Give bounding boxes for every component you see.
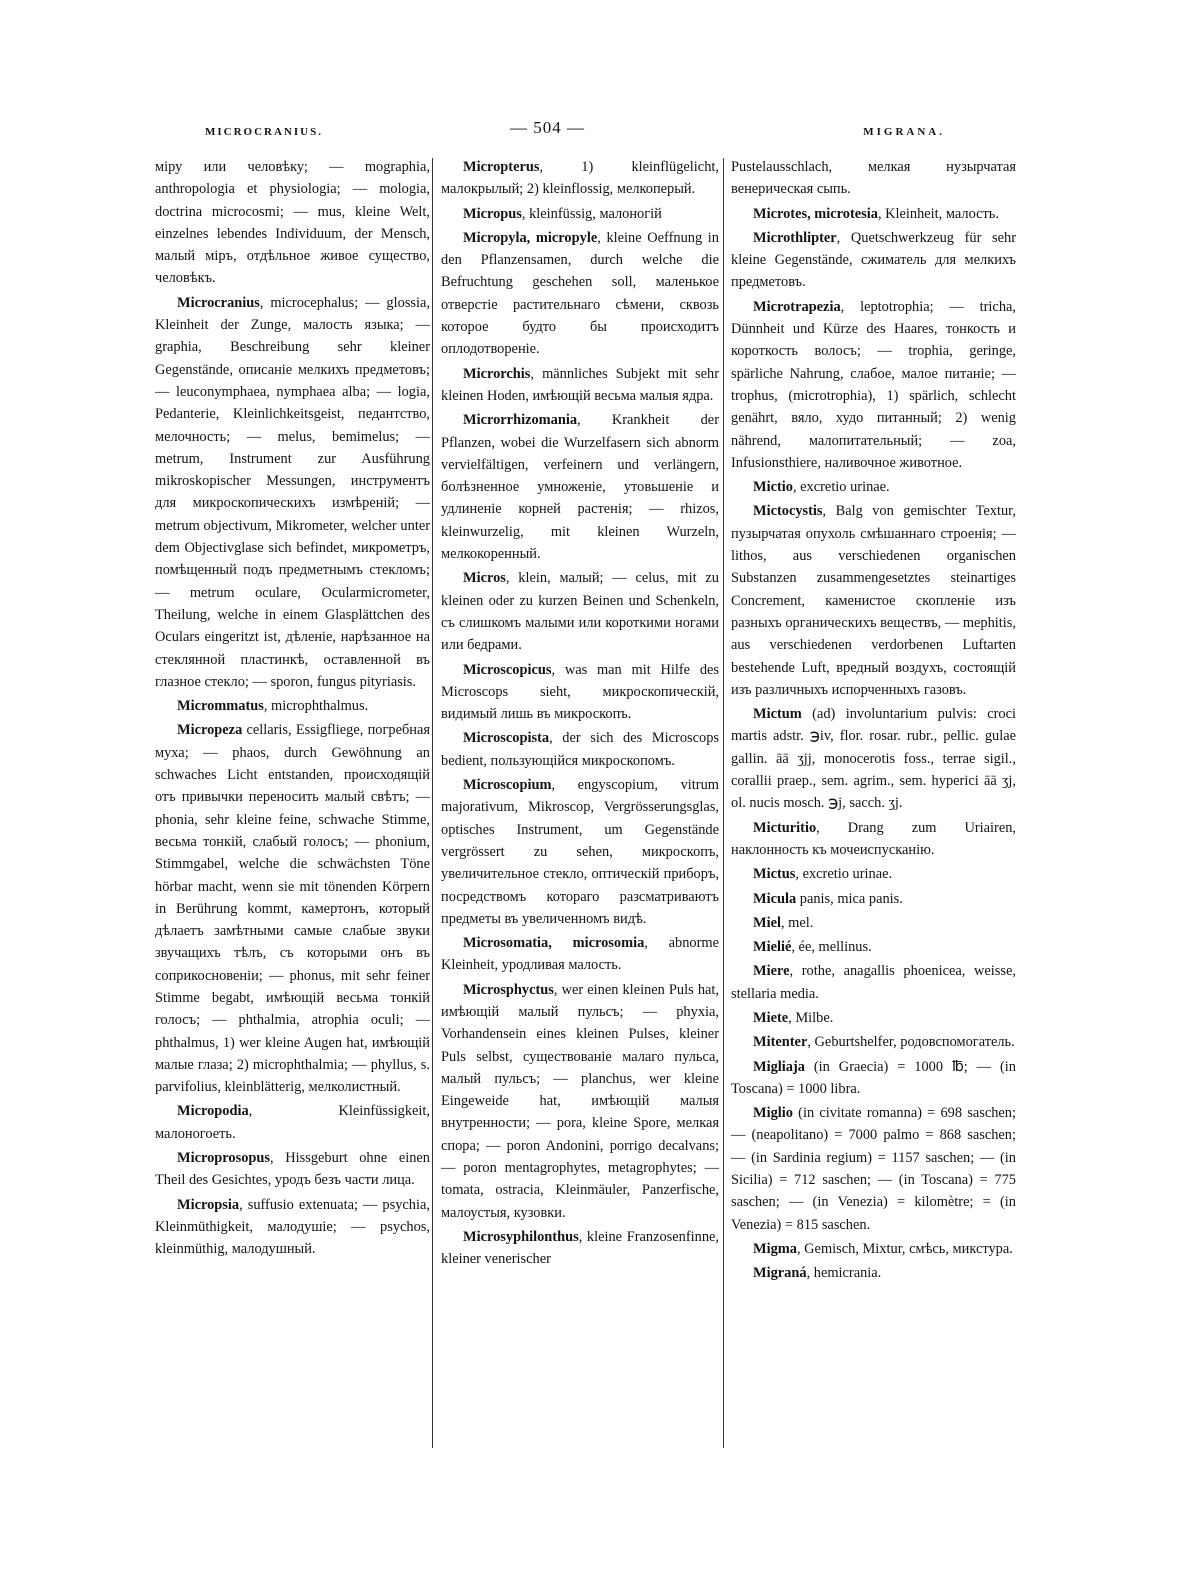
entry-headword: Mictio <box>753 479 793 496</box>
entry-text: міру или человѣку; — mographia, anthropologia et physiologia; — mologia, doctrina microcosmi; — mus, kleine Welt, einzelnes lebendes Individuum, der Mensch, малый міръ, отдѣльное живое существо, человѣкъ. <box>155 159 430 287</box>
dictionary-entry <box>731 1007 1016 1029</box>
entry-headword: Miete <box>753 1009 789 1026</box>
entry-text: , hemicrania. <box>806 1265 882 1282</box>
entry-text: , Hissgeburt ohne einen Theil des Gesichtes, уродъ безъ части лица. <box>155 1150 430 1189</box>
dictionary-entry <box>441 727 719 772</box>
entry-text: , Gemisch, Mixtur, смѣсь, микстура. <box>796 1240 1013 1257</box>
entry-headword: Microprosopus <box>177 1150 271 1167</box>
dictionary-entry <box>441 567 719 656</box>
dictionary-entry <box>155 156 430 290</box>
entry-text: , microphthalmus. <box>263 698 369 715</box>
page-header <box>205 118 945 148</box>
dictionary-entry <box>731 203 1016 225</box>
entry-headword: Micropyla, micropyle <box>463 229 598 246</box>
dictionary-entry <box>731 863 1016 885</box>
dictionary-entry <box>155 292 430 693</box>
entry-headword: Mielié <box>753 939 792 956</box>
entry-headword: Mictocystis <box>753 503 823 520</box>
dictionary-entry <box>441 659 719 726</box>
entry-text: , kleine Oeffnung in den Pflanzensamen, durch welche die Befruchtung geschehen soll, маленькое отверстіе растительнаго сѣмени, сквозь которое будто бы происходитъ оплодотвореніе. <box>441 229 719 358</box>
entry-headword: Migma <box>753 1240 797 1257</box>
entry-headword: Micropus <box>463 205 522 222</box>
entry-text: , Kleinfüssigkeit, малоногоеть. <box>155 1103 430 1142</box>
dictionary-entry <box>441 156 719 201</box>
entry-text: , abnorme Kleinheit, уродливая малость. <box>441 935 719 974</box>
entry-text: (in civitate romanna) = 698 saschen; — (neapolitano) = 7000 palmo = 868 saschen; — (in Sardinia regium) = 1157 saschen; — (in Sicilia) = 712 saschen; — (in Toscana) = 775 saschen; — (in Venezia) = kilomètre; = (in Venezia) = 815 saschen. <box>731 1105 1016 1233</box>
entry-text: cellaris, Essigfliege, погребная муха; — phaos, durch Gewöhnung an schwaches Licht entstanden, происходящій отъ привычки переносить малый свѣтъ; — phonia, sehr kleine feine, schwache Stimme, весьма тонкій, слабый голосъ; — phonium, Stimmgabel, welche die schwächsten Töne hörbar macht, wenn sie mit tönenden Körpern in Berührung kommt, камертонъ, который дѣлаетъ замѣтными самые слабые звуки звучащихъ тѣлъ, съ которыми онъ въ соприкосновеніи; — phonus, mit sehr feiner Stimme begabt, имѣющій весьма тонкій голосъ; — phthalmia, atrophia oculi; — phthalmus, 1) wer kleine Augen hat, имѣющій малые глаза; 2) microphthalmia; — phyllus, s. parvifolius, kleinblätterig, мелколистный. <box>155 722 430 1096</box>
dictionary-entry <box>731 227 1016 294</box>
entry-headword: Microsphyctus <box>463 981 554 998</box>
dictionary-entry <box>731 1262 1016 1284</box>
dictionary-entry <box>441 409 719 565</box>
dictionary-entry <box>441 227 719 361</box>
dictionary-entry <box>441 203 719 225</box>
entry-text: , kleinfüssig, малоногій <box>521 205 662 222</box>
dictionary-entry <box>731 1102 1016 1236</box>
entry-text: , excretio urinae. <box>792 479 890 496</box>
entry-headword: Microscopicus <box>463 661 552 678</box>
column-2 <box>441 156 719 1426</box>
entry-headword: Mictum <box>753 706 802 723</box>
entry-headword: Miere <box>753 963 790 980</box>
dictionary-entry <box>731 1238 1016 1260</box>
entry-headword: Mictus <box>753 866 796 883</box>
dictionary-entry <box>731 156 1016 201</box>
dictionary-entry <box>441 979 719 1224</box>
entry-headword: Micropodia <box>177 1103 249 1120</box>
dictionary-entry <box>731 936 1016 958</box>
entry-text: , Kleinheit, малость. <box>877 205 999 222</box>
dictionary-entry <box>441 1226 719 1271</box>
dictionary-entry <box>155 695 430 717</box>
entry-text: (ad) involuntarium pulvis: croci martis adstr. ℈iv, flor. rosar. rubr., pellic. gulae gallin. āā ʒjj, monocerotis foss., terrae sigil., corallii praep., sem. agrim., sem. hyperici āā ʒj, ol. nucis mosch. ℈j, sacch. ʒj. <box>731 706 1016 812</box>
entry-headword: Micrommatus <box>177 698 264 715</box>
entry-headword: Microsomatia, microsomia <box>463 935 645 952</box>
dictionary-entry <box>731 1056 1016 1101</box>
entry-text: , Milbe. <box>788 1009 834 1026</box>
entry-text: , kleine Franzosenfinne, kleiner venerischer <box>441 1228 719 1268</box>
entry-text: , ée, mellinus. <box>791 939 872 956</box>
dictionary-entry <box>155 719 430 1098</box>
column-1 <box>155 156 430 1426</box>
entry-text: , Krankheit der Pflanzen, wobei die Wurzelfasern sich abnorm vervielfältigen, verfeinern und verlängern, болѣзненное умноженіе, утовьшеніе и удлиненіе корней растенія; — rhizos, kleinwurzelig, mit kleinen Wurzeln, мелкокоренный. <box>441 412 719 563</box>
entry-text: , excretio urinae. <box>795 866 893 883</box>
entry-text: Pustelausschlach, мелкая нузырчатая венерическая сыпь. <box>731 159 1016 198</box>
dictionary-entry <box>155 1147 430 1192</box>
entry-text: (in Graecia) = 1000 ℔; — (in Toscana) = 1000 libra. <box>731 1058 1016 1097</box>
entry-text: , männliches Subjekt mit sehr kleinen Hoden, имѣющій весьма малыя ядра. <box>441 365 719 404</box>
entry-text: , was man mit Hilfe des Microscops sieht, микроскопическій, видимый лишь въ микроскопъ. <box>441 661 719 723</box>
entry-text: , rothe, anagallis phoenicea, weisse, stellaria media. <box>731 963 1016 1002</box>
entry-headword: Micturitio <box>753 819 817 836</box>
dictionary-entry <box>731 296 1016 474</box>
dictionary-entry <box>731 703 1016 814</box>
page-number: — 504 — <box>510 118 585 137</box>
entry-text: , Balg von gemischter Textur, пузырчатая опухоль смѣшаннаго строенія; — lithos, aus verschiedenen organischen Substanzen zusammengesetztes steinartiges Concrement, каменистое скопленіе изъ разныхъ органическихъ веществъ, — mephitis, aus verschiedenen verdorbenen Luftarten bestehende Luft, вредный воздухъ, состоящій изъ различныхъ испорченныхъ газовъ. <box>731 503 1016 698</box>
entry-headword: Microscopium <box>463 777 552 794</box>
entry-text: , microcephalus; — glossia, Kleinheit der Zunge, малость языка; — graphia, Beschreibung sehr kleiner Gegenstände, описаніе мелкихъ предметовъ; — leuconymphaea, nymphaea alba; — logia, Pedanterie, Kleinlichkeitsgeist, педантство, мелочность; — melus, bemimelus; — metrum, Instrument zur Ausführung mikroskopischer Messungen, инструментъ для микроскопическихъ измѣреній; — metrum objectivum, Mikrometer, welcher unter dem Objectivglase sich befindet, микрометръ, помѣщенный подъ предметнымъ стекломъ; — metrum oculare, Ocularmicrometer, Theilung, welche in einem Glasplättchen des Oculars eingeritzt ist, дѣленіе, нарѣзанное на стеклянной пластинкѣ, оставленной въ глазное стекло; — sporon, fungus pityriasis. <box>155 294 430 690</box>
entry-headword: Micropeza <box>177 722 243 739</box>
running-head-left: MICROCRANIUS. <box>205 126 323 138</box>
dictionary-entry <box>731 888 1016 910</box>
entry-text: , leptotrophia; — tricha, Dünnheit und Kürze des Haares, тонкость и короткость волосъ; — trophia, geringe, spärliche Nahrung, слабое, малое питаніе; — trophus, (microtrophia), 1) spärlich, schlecht genährt, вяло, худо питанный; 2) wenig nährend, малопитательный; — zoa, Infusionsthiere, наливочное животное. <box>731 298 1016 471</box>
entry-headword: Micula <box>753 890 797 907</box>
entry-text: , der sich des Microscops bedient, пользующійся микроскопомъ. <box>441 730 719 769</box>
dictionary-entry <box>441 363 719 408</box>
entry-text: , klein, малый; — celus, mit zu kleinen oder zu kurzen Beinen und Schenkeln, съ слишкомъ малыми или короткими ногами или бедрами. <box>441 570 719 654</box>
dictionary-entry <box>731 960 1016 1005</box>
column-divider <box>723 158 724 1448</box>
entry-headword: Microrchis <box>463 365 531 382</box>
entry-text: panis, mica panis. <box>796 890 903 907</box>
entry-text: , Geburtshelfer, родовспомогатель. <box>807 1034 1015 1051</box>
entry-headword: Micropsia <box>177 1196 240 1213</box>
dictionary-entry <box>155 1100 430 1145</box>
entry-headword: Migraná <box>753 1265 807 1282</box>
entry-headword: Mitenter <box>753 1034 808 1051</box>
entry-headword: Miel <box>753 914 781 931</box>
entry-text: , Drang zum Uriairen, наклонность къ мочеиспусканію. <box>731 819 1016 858</box>
entry-text: , wer einen kleinen Puls hat, имѣющій малый пульсъ; — phyxia, Vorhandensein eines kleinen Pulses, kleiner Puls selbst, существованіе малаго пульса, малый пульсъ; — planchus, wer kleine Eingeweide hat, имѣющій малыя внутренности; — pora, kleine Spore, мелкая спора; — poron Andonini, porrigo decalvans; — poron mentagrophytes, metagrophytes; — tomata, ostracia, Kleinmäuler, Panzerfische, малоустыя, кузовки. <box>441 981 719 1221</box>
entry-text: , engyscopium, vitrum majorativum, Mikroscop, Vergrösserungsglas, optisches Instrument, um Gegenstände vergrössert zu sehen, микроскопъ, увеличительное стекло, оптическій приборъ, посредствомъ котораго разсматриваютъ предметы въ увеличенномъ видѣ. <box>441 777 719 927</box>
entry-headword: Microrrhizomania <box>463 412 578 429</box>
entry-text: , 1) kleinflügelicht, малокрылый; 2) kleinflossig, мелкоперый. <box>441 159 719 198</box>
entry-headword: Microsyphilonthus <box>463 1228 579 1245</box>
running-head-right: MIGRANA. <box>863 126 945 138</box>
entry-headword: Microtrapezia <box>753 298 841 315</box>
entry-text: , mel. <box>780 914 814 931</box>
column-3 <box>731 156 1016 1426</box>
dictionary-entry <box>731 1031 1016 1053</box>
dictionary-entry <box>441 932 719 977</box>
entry-headword: Micros <box>463 570 506 587</box>
entry-headword: Miglio <box>753 1105 793 1122</box>
entry-headword: Micropterus <box>463 159 540 175</box>
dictionary-entry <box>155 1194 430 1261</box>
entry-headword: Migliaja <box>753 1058 805 1075</box>
entry-headword: Microcranius <box>177 294 260 311</box>
entry-text: , suffusio extenuata; — psychia, Kleinmüthigkeit, малодушіе; — psychos, kleinmüthig, малодушный. <box>155 1196 430 1258</box>
entry-headword: Microtes, microtesia <box>753 205 878 222</box>
dictionary-entry <box>731 476 1016 498</box>
dictionary-entry <box>731 817 1016 862</box>
dictionary-entry <box>441 774 719 930</box>
entry-headword: Microscopista <box>463 730 550 747</box>
entry-text: , Quetschwerkzeug für sehr kleine Gegenstände, сжиматель для мелкихъ предметовъ. <box>731 229 1016 291</box>
dictionary-entry <box>731 912 1016 934</box>
entry-headword: Microthlipter <box>753 229 837 246</box>
column-divider <box>432 158 433 1448</box>
dictionary-entry <box>731 500 1016 701</box>
